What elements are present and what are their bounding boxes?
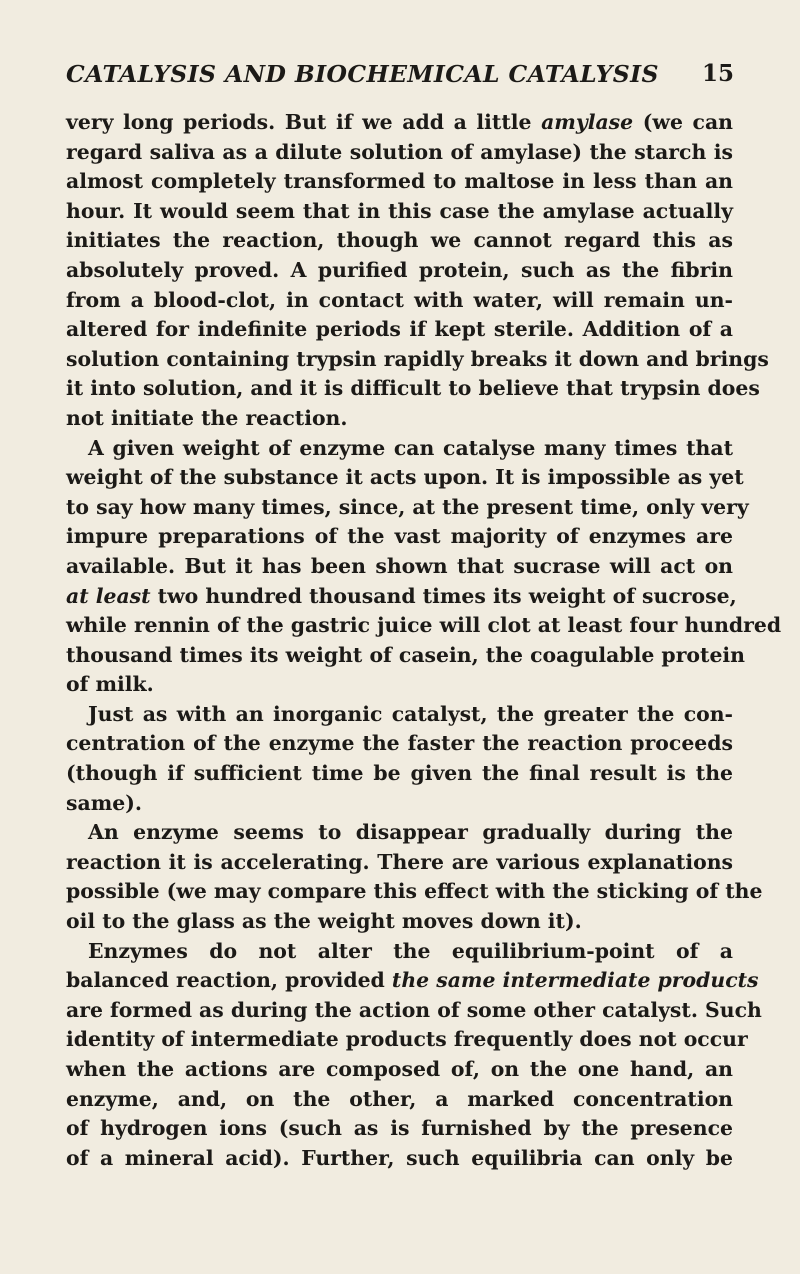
text-run: An enzyme seems to disappear gradually during the xyxy=(88,820,733,845)
text-line xyxy=(66,138,733,168)
text-run: possible (we may compare this effect with the sticking of the xyxy=(66,879,763,904)
page-number: 15 xyxy=(701,60,734,87)
text-run: hour. It would seem that in this case the amylase actually xyxy=(66,198,733,223)
text-run: are formed as during the action of some other catalyst. Such xyxy=(66,997,762,1022)
text-line xyxy=(66,611,782,641)
paragraph xyxy=(66,700,733,818)
text-run: (though if sufficient time be given the final result is the xyxy=(66,761,733,786)
text-run: same). xyxy=(66,790,142,815)
text-run: impure preparations of the vast majority of enzymes are xyxy=(66,524,733,549)
text-line xyxy=(66,670,733,700)
text-run: altered for indefinite periods if kept sterile. Addition of a xyxy=(66,317,733,342)
italic-text: at least xyxy=(66,583,151,608)
text-run: regard saliva as a dilute solution of amylase) the starch is xyxy=(66,139,733,164)
page-header xyxy=(60,60,740,94)
text-line xyxy=(66,582,737,612)
text-run: available. But it has been shown that sucrase will act on xyxy=(66,553,733,578)
text-line xyxy=(66,996,762,1026)
text-line xyxy=(66,700,733,730)
text-line xyxy=(66,966,759,996)
italic-text: amylase xyxy=(541,110,634,134)
text-run: of milk. xyxy=(66,672,154,697)
text-line xyxy=(66,463,744,493)
text-run: of hydrogen ions (such as is furnished by the presence xyxy=(66,1116,733,1141)
paragraph xyxy=(66,937,762,1174)
text-line xyxy=(66,789,733,819)
text-line xyxy=(66,759,733,789)
paragraph xyxy=(66,434,782,700)
text-line xyxy=(66,877,763,907)
text-line xyxy=(66,374,760,404)
text-line xyxy=(66,729,733,759)
text-line xyxy=(66,108,733,138)
text-line xyxy=(66,552,733,582)
text-line xyxy=(66,404,733,434)
text-line xyxy=(66,493,749,523)
text-line xyxy=(66,315,733,345)
text-run: it into solution, and it is difficult to believe that trypsin does xyxy=(66,376,760,401)
text-line xyxy=(66,226,733,256)
text-line xyxy=(66,641,745,671)
text-run: to say how many times, since, at the present time, only very xyxy=(66,494,749,519)
text-line xyxy=(66,937,733,967)
text-line xyxy=(66,167,733,197)
text-line xyxy=(66,522,733,552)
text-line xyxy=(66,197,733,227)
text-run: very long periods. But if we add a little xyxy=(66,110,542,134)
text-run: not initiate the reaction. xyxy=(66,405,348,430)
text-line xyxy=(66,1114,733,1144)
paragraph xyxy=(66,108,769,434)
text-run: solution containing trypsin rapidly breaks it down and brings xyxy=(66,346,769,371)
text-run: initiates the reaction, though we cannot regard this as xyxy=(66,228,733,253)
text-line xyxy=(66,1144,733,1174)
text-line xyxy=(66,818,733,848)
text-line xyxy=(66,1055,733,1085)
paragraph xyxy=(66,818,763,936)
text-run: almost completely transformed to maltose in less than an xyxy=(66,169,733,194)
running-title: CATALYSIS AND BIOCHEMICAL CATALYSIS xyxy=(66,60,659,88)
text-run: Enzymes do not alter the equilibrium-point of a xyxy=(88,938,733,963)
text-run: balanced reaction, provided xyxy=(66,968,392,993)
text-run: A given weight of enzyme can catalyse many times that xyxy=(88,435,733,460)
text-line xyxy=(66,1025,748,1055)
text-run: weight of the substance it acts upon. It is impossible as yet xyxy=(66,465,744,490)
text-run: reaction it is accelerating. There are various explanations xyxy=(66,849,733,874)
text-run: (we can xyxy=(633,110,733,134)
text-run: identity of intermediate products frequently does not occur xyxy=(66,1027,748,1052)
text-line xyxy=(66,434,733,464)
text-run: while rennin of the gastric juice will clot at least four hundred xyxy=(66,613,782,638)
text-line xyxy=(66,848,733,878)
text-run: absolutely proved. A purified protein, such as the fibrin xyxy=(66,257,733,282)
text-run: thousand times its weight of casein, the coagulable protein xyxy=(66,642,745,667)
body-text xyxy=(66,108,782,1173)
text-run: centration of the enzyme the faster the reaction proceeds xyxy=(66,731,733,756)
text-line xyxy=(66,286,733,316)
text-run: from a blood-clot, in contact with water, will remain un- xyxy=(66,287,733,312)
text-run: enzyme, and, on the other, a marked concentration xyxy=(66,1086,733,1111)
text-run: when the actions are composed of, on the one hand, an xyxy=(66,1057,733,1081)
text-line xyxy=(66,907,733,937)
text-run: of a mineral acid). Further, such equilibria can only be xyxy=(66,1145,733,1170)
text-line xyxy=(66,256,733,286)
text-line xyxy=(66,1085,733,1115)
text-line xyxy=(66,345,769,375)
text-run: two hundred thousand times its weight of sucrose, xyxy=(150,583,737,608)
italic-text: the same intermediate products xyxy=(391,968,759,993)
text-run: Just as with an inorganic catalyst, the greater the con- xyxy=(88,701,733,726)
text-run: oil to the glass as the weight moves down it). xyxy=(66,909,582,934)
